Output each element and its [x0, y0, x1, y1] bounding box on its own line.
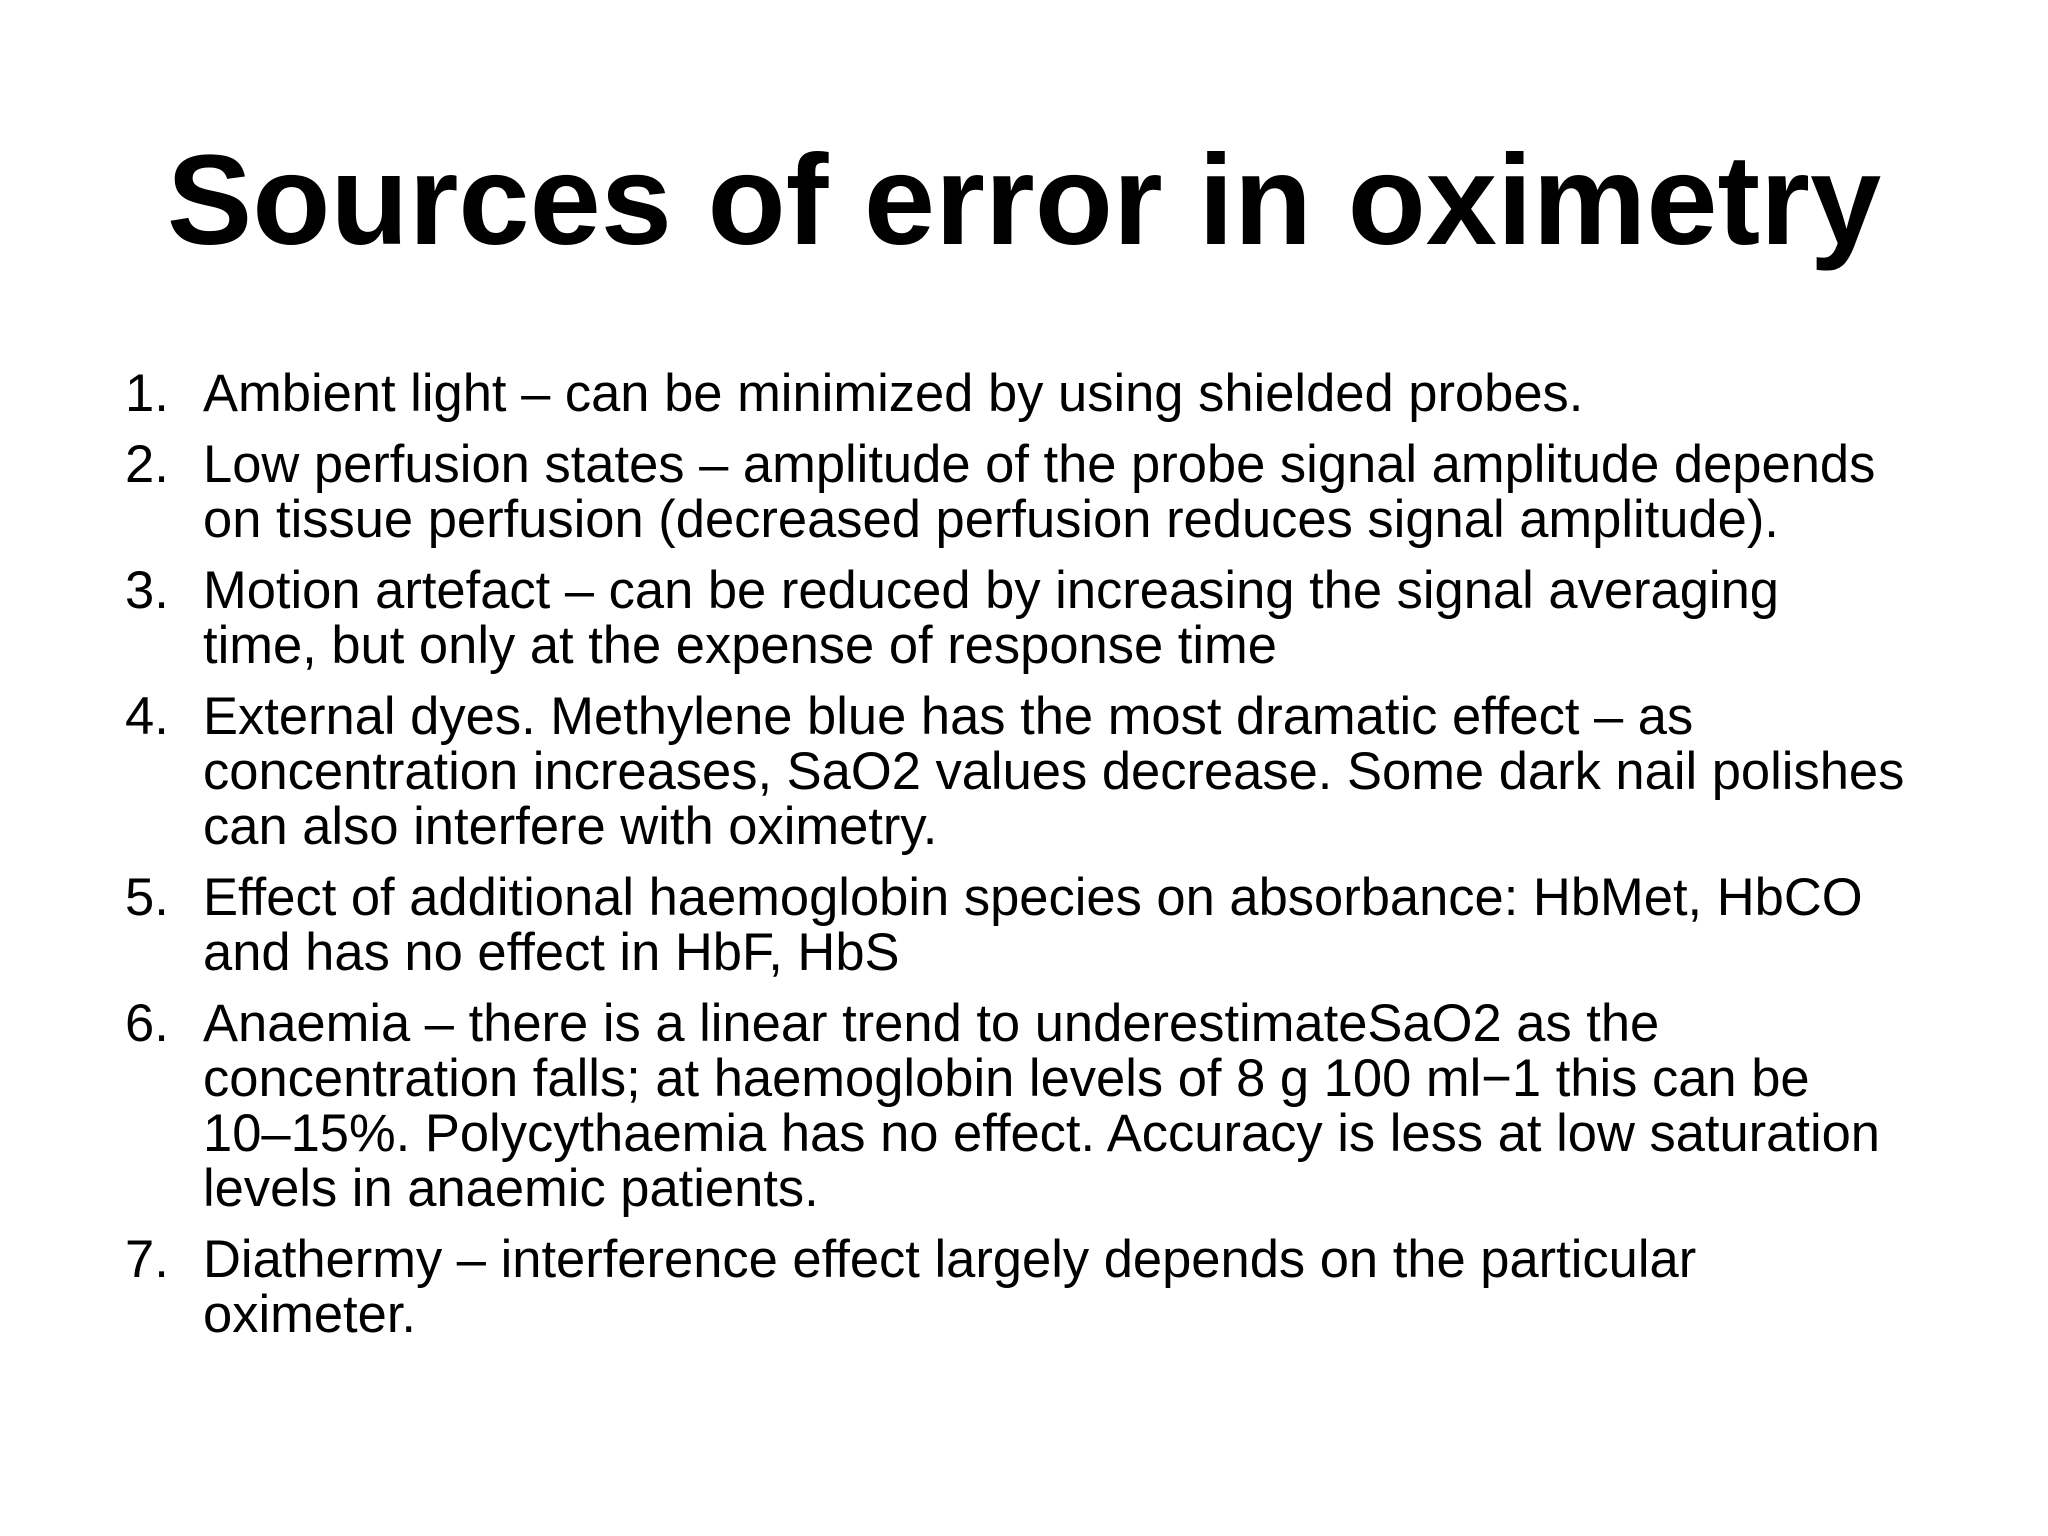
list-item-text: External dyes. Methylene blue has the most dramatic effect – as concentration increases, SaO2 values decrease. Some dark nail polishes can also interfere with oximetry. [203, 687, 1905, 856]
list-item [125, 689, 1905, 854]
list-item-text: Effect of additional haemoglobin species on absorbance: HbMet, HbCO and has no effect in HbF, HbS [203, 868, 1863, 982]
list-item-number: 1. [125, 364, 169, 423]
list-item-number: 3. [125, 561, 169, 620]
list-item [125, 1232, 1905, 1342]
list-item-text: Diathermy – interference effect largely depends on the particular oximeter. [203, 1230, 1697, 1344]
list-item [125, 366, 1905, 421]
list-item-number: 5. [125, 868, 169, 927]
list-item [125, 437, 1905, 547]
list-item-text: Motion artefact – can be reduced by increasing the signal averaging time, but only at the expense of response time [203, 561, 1779, 675]
list-item-text: Low perfusion states – amplitude of the probe signal amplitude depends on tissue perfusion (decreased perfusion reduces signal amplitude). [203, 435, 1876, 549]
list-item-number: 7. [125, 1230, 169, 1289]
list-item-number: 2. [125, 435, 169, 494]
list-item-number: 4. [125, 687, 169, 746]
list-item [125, 870, 1905, 980]
error-sources-list [125, 366, 1905, 1358]
list-item [125, 563, 1905, 673]
slide-title: Sources of error in oximetry [166, 129, 1882, 272]
list-item-number: 6. [125, 994, 169, 1053]
list-item-text: Anaemia – there is a linear trend to underestimateSaO2 as the concentration falls; at haemoglobin levels of 8 g 100 ml−1 this can be 10–15%. Polycythaemia has no effect. Accuracy is less at low saturation levels in anaemic patients. [203, 994, 1881, 1218]
list-item [125, 996, 1905, 1216]
list-item-text: Ambient light – can be minimized by using shielded probes. [203, 364, 1584, 423]
